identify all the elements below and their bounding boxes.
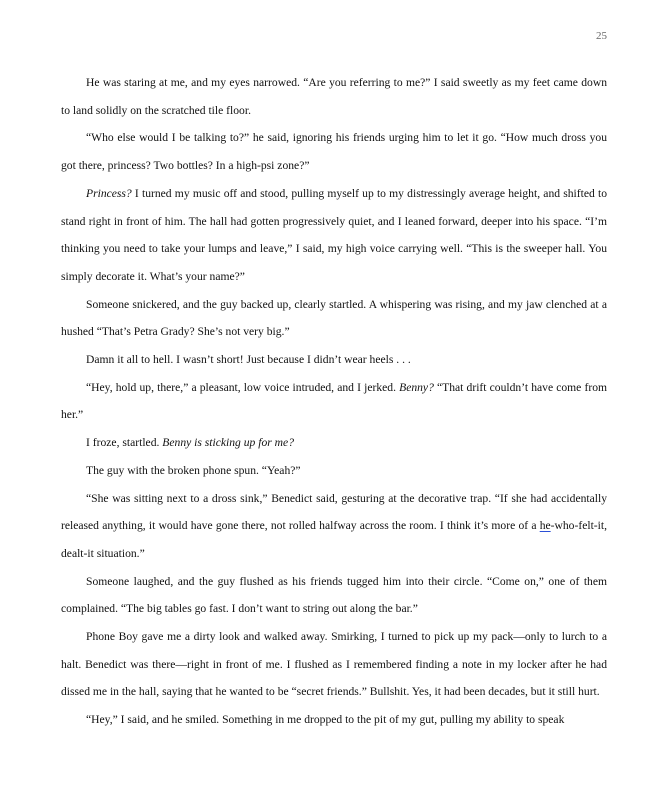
- paragraph-3-text: I turned my music off and stood, pulling myself up to my distressingly average height, and shifted to stand right in front of him. The hall had gotten progressively quiet, and I leaned forward, deeper into his space. “I’m thinking you need to take your lumps and leave,” I said, my high voice carrying well. “This is the sweeper hall. You simply decorate it. What’s your name?”: [61, 186, 607, 283]
- paragraph-9-start: “She was sitting next to a dross sink,” Benedict said, gesturing at the decorative trap. “If she had accidentally released anything, it would have gone there, not rolled halfway across the room. I think it’s more of a: [61, 491, 607, 533]
- flagged-word-he[interactable]: he: [539, 519, 551, 533]
- paragraph-6-start: “Hey, hold up, there,” a pleasant, low voice intruded, and I jerked.: [86, 380, 400, 394]
- paragraph-9: [61, 485, 607, 568]
- paragraph-8: The guy with the broken phone spun. “Yeah?”: [86, 463, 301, 477]
- italic-princess: Princess?: [86, 186, 132, 200]
- italic-thought: Benny is sticking up for me?: [162, 436, 294, 450]
- paragraph-7-start: I froze, startled.: [86, 436, 163, 450]
- paragraph-7: [61, 429, 607, 457]
- document-body: [61, 69, 607, 734]
- paragraph-6-end: “That drift couldn’t have come from her.”: [61, 380, 608, 422]
- paragraph-9-end: -who-felt-it, dealt-it situation.”: [61, 519, 607, 560]
- paragraph-2: “Who else would I be talking to?” he said, ignoring his friends urging him to let it go. “How much dross you got there, princess? Two bottles? In a high-psi zone?”: [61, 131, 607, 173]
- paragraph-4: Someone snickered, and the guy backed up, clearly startled. A whispering was rising, and my jaw clenched at a hushed “That’s Petra Grady? She’s not very big.”: [61, 297, 607, 339]
- paragraph-5: Damn it all to hell. I wasn’t short! Just because I didn’t wear heels . . .: [86, 353, 411, 367]
- paragraph-6: [61, 374, 607, 429]
- page-number: 25: [596, 30, 607, 42]
- italic-benny: Benny?: [399, 380, 434, 394]
- paragraph-10: Someone laughed, and the guy flushed as his friends tugged him into their circle. “Come on,” one of them complained. “The big tables go fast. I don’t want to string out along the bar.”: [61, 574, 607, 616]
- paragraph-12: “Hey,” I said, and he smiled. Something in me dropped to the pit of my gut, pulling my ability to speak: [86, 713, 565, 727]
- paragraph-11: Phone Boy gave me a dirty look and walked away. Smirking, I turned to pick up my pack—only to lurch to a halt. Benedict was there—right in front of me. I flushed as I remembered finding a note in my locker after he had dissed me in the hall, saying that he wanted to be “secret friends.” Bullshit. Yes, it had been decades, but it still hurt.: [61, 630, 607, 699]
- paragraph-1: He was staring at me, and my eyes narrowed. “Are you referring to me?” I said sweetly as my feet came down to land solidly on the scratched tile floor.: [61, 76, 607, 117]
- paragraph-3: [61, 180, 607, 291]
